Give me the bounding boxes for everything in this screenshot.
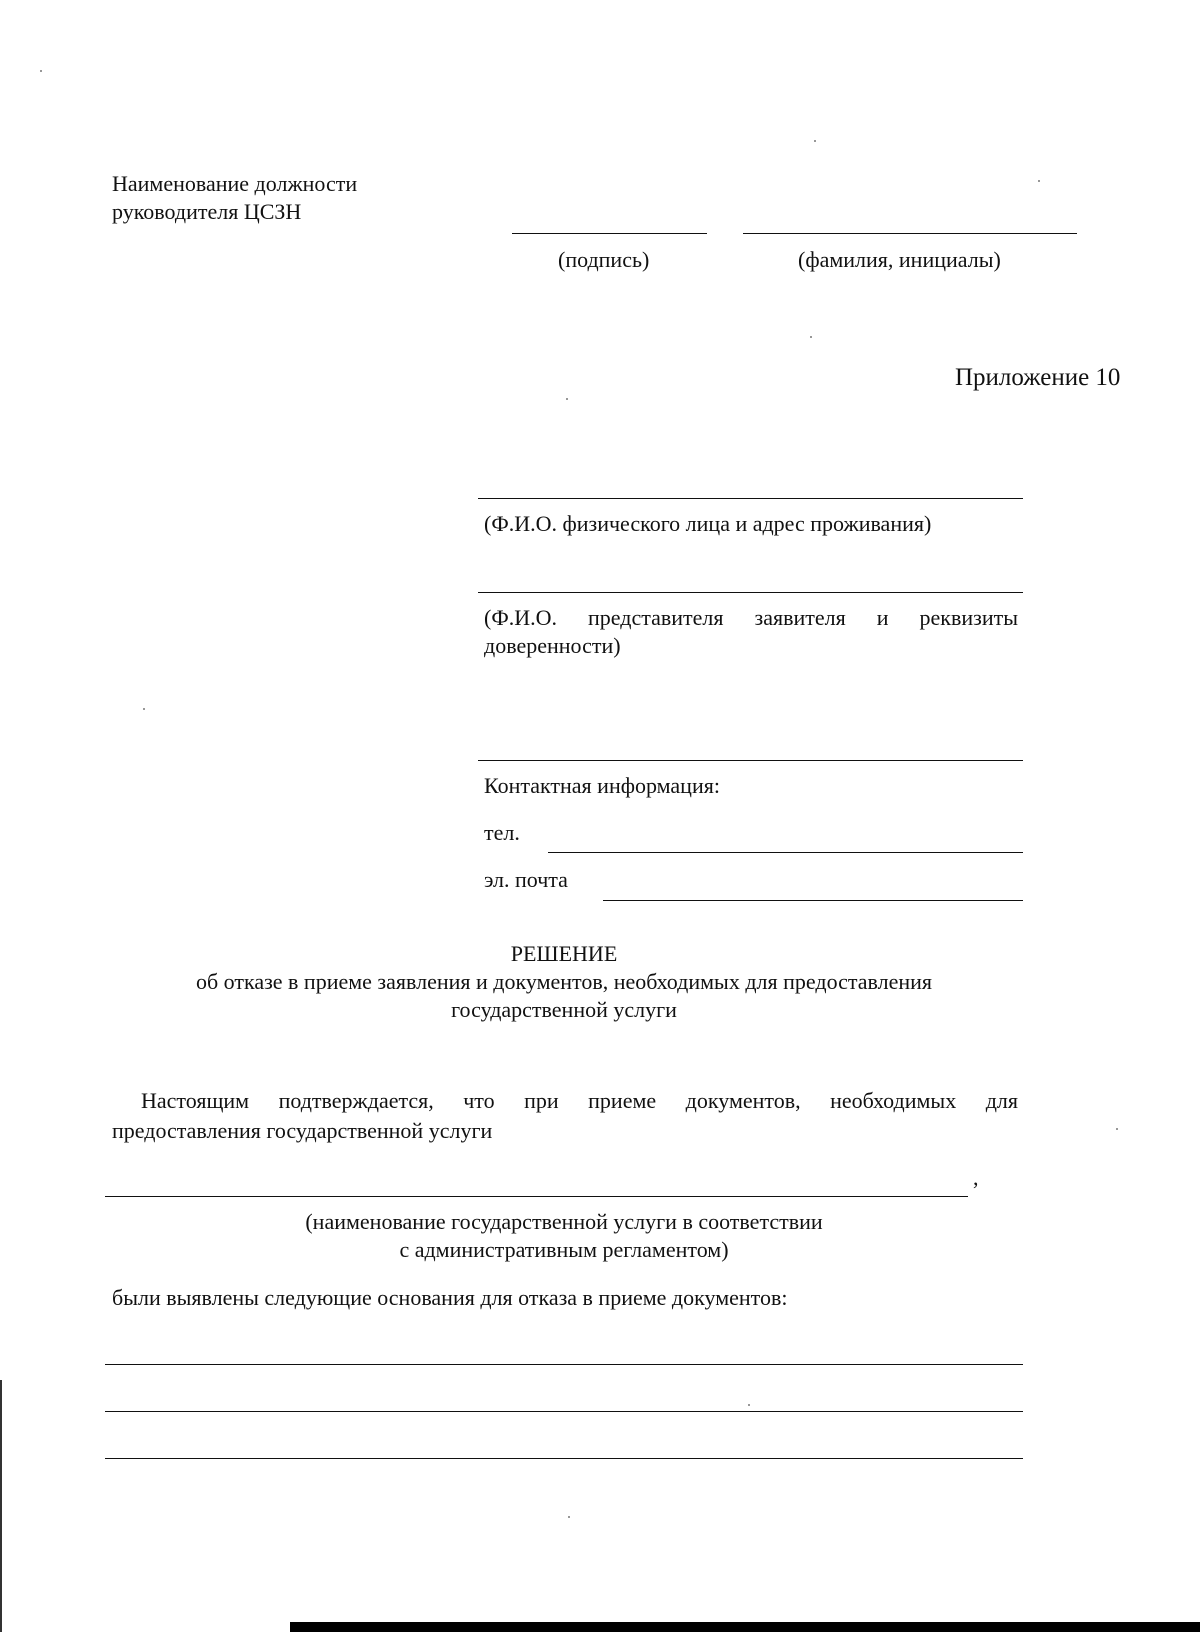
person-blank-line[interactable]	[478, 498, 1023, 499]
service-caption-line1: (наименование государственной услуги в соответствии	[305, 1209, 823, 1234]
scan-speck	[40, 70, 42, 72]
email-label: эл. почта	[484, 867, 568, 892]
phone-blank-line[interactable]	[548, 852, 1023, 853]
contact-blank-line[interactable]	[478, 760, 1023, 761]
scan-speck	[143, 708, 145, 710]
scan-edge-left	[0, 1380, 2, 1632]
person-caption: (Ф.И.О. физического лица и адрес проживания)	[484, 511, 932, 536]
position-title-line2: руководителя ЦСЗН	[112, 199, 302, 224]
scan-speck	[566, 398, 568, 400]
grounds-intro: были выявлены следующие основания для отказа в приеме документов:	[112, 1285, 788, 1310]
scan-speck	[810, 336, 812, 338]
decision-subtitle-line2: государственной услуги	[451, 997, 677, 1022]
scan-edge-bottom	[290, 1622, 1200, 1632]
scan-speck	[568, 1516, 570, 1518]
scan-speck	[1038, 180, 1040, 182]
representative-blank-line[interactable]	[478, 592, 1023, 593]
body-paragraph-line2: предоставления государственной услуги	[112, 1118, 493, 1143]
signature-blank-line[interactable]	[512, 233, 707, 234]
trailing-comma: ,	[973, 1165, 979, 1190]
signature-caption: (подпись)	[558, 247, 650, 272]
decision-subtitle-line1: об отказе в приеме заявления и документов, необходимых для предоставления	[195, 969, 933, 994]
representative-caption-line2: доверенности)	[484, 633, 621, 658]
scan-speck	[814, 140, 816, 142]
email-blank-line[interactable]	[603, 900, 1023, 901]
grounds-blank-line[interactable]	[105, 1364, 1023, 1365]
appendix-label: Приложение 10	[955, 364, 1121, 391]
service-caption-line2: с административным регламентом)	[399, 1237, 729, 1262]
service-name-blank-line[interactable]	[105, 1196, 968, 1197]
grounds-blank-line[interactable]	[105, 1411, 1023, 1412]
scan-speck	[1116, 1128, 1118, 1130]
representative-caption-line1: (Ф.И.О. представителя заявителя и реквизиты	[484, 605, 1018, 630]
phone-label: тел.	[484, 820, 520, 845]
contact-label: Контактная информация:	[484, 773, 720, 798]
name-caption: (фамилия, инициалы)	[798, 247, 1001, 272]
decision-title: РЕШЕНИЕ	[510, 941, 618, 966]
name-blank-line[interactable]	[743, 233, 1077, 234]
body-paragraph-line1: Настоящим подтверждается, что при приеме документов, необходимых для	[141, 1088, 1018, 1113]
scan-speck	[748, 1404, 750, 1406]
position-title-line1: Наименование должности	[112, 171, 358, 196]
grounds-blank-line[interactable]	[105, 1458, 1023, 1459]
